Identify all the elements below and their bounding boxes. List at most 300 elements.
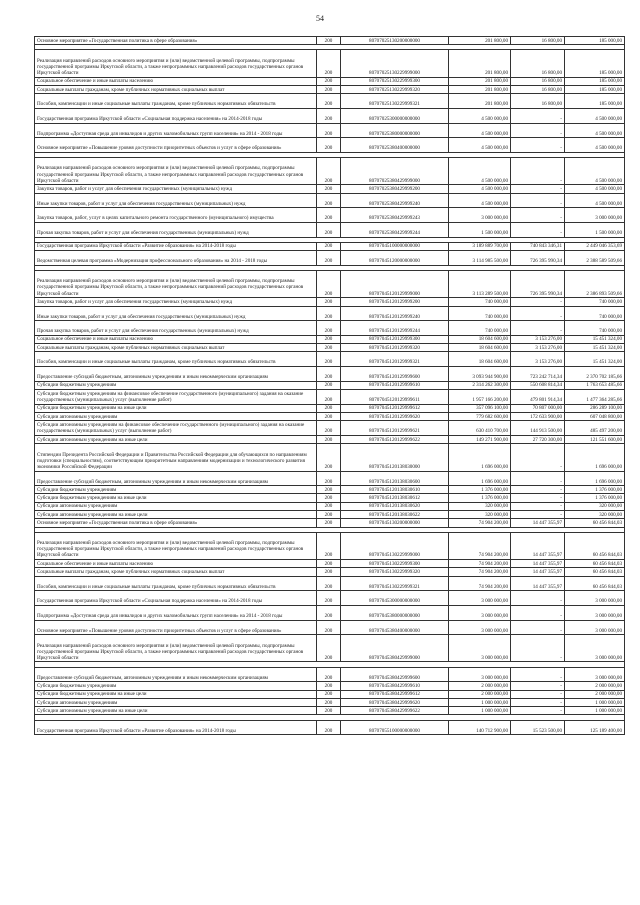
row-assigned-cell: 1 696 000,00 xyxy=(449,444,511,471)
row-assigned-cell: 3 000 000,00 xyxy=(449,605,511,620)
row-assigned-cell: 140 712 900,00 xyxy=(449,720,511,735)
row-csr-cell: 80707025130229999321 xyxy=(341,94,449,109)
row-assigned-cell: 74 904 200,00 xyxy=(449,568,511,576)
row-csr-cell: 80707045120129999321 xyxy=(341,352,449,367)
row-name-cell: Государственная программа Иркутской области «Социальная поддержка населения» на 2014-2018 годы xyxy=(35,591,317,606)
row-assigned-cell: 149 271 900,00 xyxy=(449,436,511,444)
row-code-cell: 200 xyxy=(317,208,341,223)
row-executed-cell: 3 153 276,00 xyxy=(511,344,565,352)
row-code-cell: 200 xyxy=(317,185,341,193)
table-row xyxy=(35,667,625,682)
row-name-cell: Предоставление субсидий бюджетным, автономным учреждениям и иным некоммерческим организациям xyxy=(35,367,317,382)
row-remaining-cell: 185 000,00 xyxy=(565,85,625,93)
row-csr-cell: 80707025380429999240 xyxy=(341,193,449,208)
row-name-cell: Субсидии бюджетным учреждениям xyxy=(35,486,317,494)
row-name-cell: Иные закупки товаров, работ и услуг для обеспечения государственных (муниципальных) нужд xyxy=(35,306,317,321)
row-executed-cell: - xyxy=(511,682,565,690)
row-assigned-cell: 1 696 000,00 xyxy=(449,471,511,486)
row-remaining-cell: 740 000,00 xyxy=(565,298,625,306)
row-code-cell: 200 xyxy=(317,344,341,352)
row-csr-cell: 80707025130229999300 xyxy=(341,77,449,85)
row-assigned-cell: 3 113 289 500,00 xyxy=(449,271,511,298)
row-name-cell: Субсидии автономным учреждениям на иные цели xyxy=(35,436,317,444)
row-remaining-cell: 740 000,00 xyxy=(565,306,625,321)
row-name-cell: Социальное обеспечение и иные выплаты населению xyxy=(35,77,317,85)
row-name-cell: Субсидии бюджетным учреждениям xyxy=(35,381,317,389)
row-remaining-cell: 4 500 000,00 xyxy=(565,108,625,123)
table-row xyxy=(35,251,625,266)
row-code-cell: 200 xyxy=(317,381,341,389)
row-code-cell: 200 xyxy=(317,620,341,635)
table-row xyxy=(35,635,625,662)
row-name-cell: Реализация направлений расходов основного мероприятия и (или) ведомственной целевой программы, подпрограммы государственной программы Иркутской области, а также непрограммных направлений расходов государственных органов Иркутской области xyxy=(35,635,317,662)
row-assigned-cell: 3 093 944 900,00 xyxy=(449,367,511,382)
table-row xyxy=(35,404,625,412)
row-csr-cell: 80707045120138030620 xyxy=(341,502,449,510)
row-executed-cell: 172 633 900,00 xyxy=(511,413,565,421)
row-executed-cell: - xyxy=(511,185,565,193)
row-csr-cell: 80707045120129999612 xyxy=(341,404,449,412)
row-code-cell: 200 xyxy=(317,502,341,510)
row-code-cell: 200 xyxy=(317,271,341,298)
row-code-cell: 200 xyxy=(317,352,341,367)
row-code-cell: 200 xyxy=(317,421,341,436)
table-row xyxy=(35,698,625,706)
row-code-cell: 200 xyxy=(317,298,341,306)
row-executed-cell: 14 447 355,97 xyxy=(511,532,565,559)
row-assigned-cell: 201 800,00 xyxy=(449,37,511,45)
row-code-cell: 200 xyxy=(317,635,341,662)
page-number: 54 xyxy=(316,14,324,23)
row-executed-cell: 70 807 000,00 xyxy=(511,404,565,412)
row-name-cell: Закупка товаров, работ и услуг для обеспечения государственных (муниципальных) нужд xyxy=(35,298,317,306)
row-executed-cell: 726 395 990,34 xyxy=(511,251,565,266)
row-executed-cell: - xyxy=(511,208,565,223)
row-assigned-cell: 2 000 000,00 xyxy=(449,682,511,690)
row-code-cell: 200 xyxy=(317,138,341,153)
row-executed-cell: - xyxy=(511,511,565,519)
row-code-cell: 200 xyxy=(317,50,341,77)
table-row xyxy=(35,138,625,153)
row-assigned-cell: 2 314 262 300,00 xyxy=(449,381,511,389)
row-name-cell: Стипендии Президента Российской Федерации и Правительства Российской Федерации для обучающихся по направлениям подготовки (специальностям), соответствующим приоритетным направлениям модернизации и технологического развития экономики Российской Федерации xyxy=(35,444,317,471)
row-csr-cell: 80707045120129999610 xyxy=(341,381,449,389)
row-csr-cell: 80707025380400000000 xyxy=(341,138,449,153)
row-csr-cell: 80707045380429999620 xyxy=(341,698,449,706)
row-name-cell: Подпрограмма «Доступная среда для инвалидов и других маломобильных групп населения» на 2014 - 2018 годы xyxy=(35,123,317,138)
row-executed-cell: 14 447 355,97 xyxy=(511,519,565,527)
row-csr-cell: 80707045120138030600 xyxy=(341,471,449,486)
row-assigned-cell: 3 000 000,00 xyxy=(449,591,511,606)
row-code-cell: 200 xyxy=(317,108,341,123)
row-executed-cell: 726 395 990,34 xyxy=(511,271,565,298)
table-row xyxy=(35,486,625,494)
row-name-cell: Реализация направлений расходов основного мероприятия и (или) ведомственной целевой программы, подпрограммы государственной программы Иркутской области, а также непрограммных направлений расходов государственных органов Иркутской области xyxy=(35,158,317,185)
row-assigned-cell: 320 000,00 xyxy=(449,502,511,510)
row-name-cell: Предоставление субсидий бюджетным, автономным учреждениям и иным некоммерческим организациям xyxy=(35,667,317,682)
row-csr-cell: 80707025130229999000 xyxy=(341,50,449,77)
row-executed-cell: 723 242 714,34 xyxy=(511,367,565,382)
row-remaining-cell: 2 000 000,00 xyxy=(565,682,625,690)
row-code-cell: 200 xyxy=(317,306,341,321)
table-row xyxy=(35,682,625,690)
row-name-cell: Иные закупки товаров, работ и услуг для обеспечения государственных (муниципальных) нужд xyxy=(35,193,317,208)
row-remaining-cell: 125 189 400,00 xyxy=(565,720,625,735)
row-csr-cell: 80707025300000000000 xyxy=(341,108,449,123)
table-row xyxy=(35,321,625,336)
row-executed-cell: - xyxy=(511,690,565,698)
row-executed-cell: 3 153 276,00 xyxy=(511,335,565,343)
row-assigned-cell: 3 000 000,00 xyxy=(449,635,511,662)
row-remaining-cell: 1 500 000,00 xyxy=(565,223,625,238)
row-assigned-cell: 1 376 000,00 xyxy=(449,486,511,494)
row-executed-cell: 479 801 914,34 xyxy=(511,390,565,405)
table-row xyxy=(35,421,625,436)
row-assigned-cell: 18 604 600,00 xyxy=(449,352,511,367)
row-remaining-cell: 1 000 000,00 xyxy=(565,707,625,715)
row-remaining-cell: 15 451 324,00 xyxy=(565,352,625,367)
row-executed-cell: 740 843 346,31 xyxy=(511,242,565,250)
row-csr-cell: 80707045120129999621 xyxy=(341,421,449,436)
row-remaining-cell: 15 451 324,00 xyxy=(565,344,625,352)
row-assigned-cell: 201 800,00 xyxy=(449,94,511,109)
row-remaining-cell: 3 000 000,00 xyxy=(565,208,625,223)
row-remaining-cell: 185 000,00 xyxy=(565,77,625,85)
row-code-cell: 200 xyxy=(317,576,341,591)
row-executed-cell: 14 447 355,97 xyxy=(511,559,565,567)
row-csr-cell: 80707045120129999000 xyxy=(341,271,449,298)
row-assigned-cell: 1 376 000,00 xyxy=(449,494,511,502)
row-csr-cell: 80707045120129999620 xyxy=(341,413,449,421)
row-assigned-cell: 320 000,00 xyxy=(449,511,511,519)
row-executed-cell: - xyxy=(511,486,565,494)
row-name-cell: Реализация направлений расходов основного мероприятия и (или) ведомственной целевой программы, подпрограммы государственной программы Иркутской области, а также непрограммных направлений расходов государственных органов Иркутской области xyxy=(35,532,317,559)
row-name-cell: Основное мероприятие «Государственная политика в сфере образования» xyxy=(35,37,317,45)
row-code-cell: 200 xyxy=(317,667,341,682)
row-code-cell: 200 xyxy=(317,444,341,471)
row-csr-cell: 80707045120129999600 xyxy=(341,367,449,382)
row-assigned-cell: 18 604 600,00 xyxy=(449,344,511,352)
row-csr-cell: 80707025130200000000 xyxy=(341,37,449,45)
row-remaining-cell: 2 388 589 509,66 xyxy=(565,251,625,266)
row-remaining-cell: 1 376 000,00 xyxy=(565,486,625,494)
row-code-cell: 200 xyxy=(317,367,341,382)
row-name-cell: Государственная программа Иркутской области «Развитие образования» на 2014-2018 годы xyxy=(35,720,317,735)
row-name-cell: Основное мероприятие «Повышение уровня доступности приоритетных объектов и услуг в сфере образования» xyxy=(35,620,317,635)
row-executed-cell: 16 800,00 xyxy=(511,77,565,85)
row-executed-cell: - xyxy=(511,502,565,510)
row-name-cell: Подпрограмма «Доступная среда для инвалидов и других маломобильных групп населения» на 2014 - 2018 годы xyxy=(35,605,317,620)
row-assigned-cell: 1 000 000,00 xyxy=(449,707,511,715)
row-name-cell: Социальное обеспечение и иные выплаты населению xyxy=(35,335,317,343)
row-csr-cell: 80707045380400000000 xyxy=(341,620,449,635)
table-row xyxy=(35,591,625,606)
row-remaining-cell: 2 386 893 509,66 xyxy=(565,271,625,298)
row-remaining-cell: 1 376 000,00 xyxy=(565,494,625,502)
row-assigned-cell: 3 000 000,00 xyxy=(449,208,511,223)
row-name-cell: Реализация направлений расходов основного мероприятия и (или) ведомственной целевой программы, подпрограммы государственной программы Иркутской области, а также непрограммных направлений расходов государственных органов Иркутской области xyxy=(35,271,317,298)
row-csr-cell: 80707025380000000000 xyxy=(341,123,449,138)
row-executed-cell: - xyxy=(511,223,565,238)
row-assigned-cell: 1 957 166 200,00 xyxy=(449,390,511,405)
row-remaining-cell: 740 000,00 xyxy=(565,321,625,336)
row-assigned-cell: 74 904 200,00 xyxy=(449,576,511,591)
row-executed-cell: - xyxy=(511,193,565,208)
row-remaining-cell: 485 497 200,00 xyxy=(565,421,625,436)
row-csr-cell: 80707045380429999612 xyxy=(341,690,449,698)
table-row xyxy=(35,559,625,567)
row-name-cell: Социальные выплаты гражданам, кроме публичных нормативных социальных выплат xyxy=(35,85,317,93)
row-assigned-cell: 74 904 200,00 xyxy=(449,559,511,567)
row-code-cell: 200 xyxy=(317,698,341,706)
row-name-cell: Субсидии бюджетным учреждениям на финансовое обеспечение государственного (муниципального) задания на оказание государственных (муниципальных) услуг (выполнение работ) xyxy=(35,390,317,405)
row-name-cell: Основное мероприятие «Государственная политика в сфере образования» xyxy=(35,519,317,527)
row-csr-cell: 80707045120138030610 xyxy=(341,486,449,494)
row-code-cell: 200 xyxy=(317,532,341,559)
row-assigned-cell: 779 682 600,00 xyxy=(449,413,511,421)
row-name-cell: Субсидии автономным учреждениям на финансовое обеспечение государственного (муниципального) задания на оказание государственных (муниципальных) услуг (выполнение работ) xyxy=(35,421,317,436)
row-code-cell: 200 xyxy=(317,707,341,715)
row-name-cell: Закупка товаров, работ, услуг в целях капитального ремонта государственного (муниципального) имущества xyxy=(35,208,317,223)
row-name-cell: Пособия, компенсации и иные социальные выплаты гражданам, кроме публичных нормативных обязательств xyxy=(35,94,317,109)
table-row xyxy=(35,471,625,486)
row-name-cell: Прочая закупка товаров, работ и услуг для обеспечения государственных (муниципальных) нужд xyxy=(35,223,317,238)
row-executed-cell: - xyxy=(511,620,565,635)
row-code-cell: 200 xyxy=(317,77,341,85)
row-remaining-cell: 1 763 653 485,66 xyxy=(565,381,625,389)
budget-table-body xyxy=(35,37,625,735)
table-row xyxy=(35,85,625,93)
row-executed-cell: - xyxy=(511,635,565,662)
row-name-cell: Закупка товаров, работ и услуг для обеспечения государственных (муниципальных) нужд xyxy=(35,185,317,193)
table-row xyxy=(35,208,625,223)
row-remaining-cell: 185 000,00 xyxy=(565,50,625,77)
row-executed-cell: - xyxy=(511,444,565,471)
row-code-cell: 200 xyxy=(317,559,341,567)
row-remaining-cell: 60 456 844,03 xyxy=(565,532,625,559)
row-code-cell: 200 xyxy=(317,591,341,606)
row-name-cell: Ведомственная целевая программа «Модернизация профессионального образования» на 2014 - 2018 годы xyxy=(35,251,317,266)
row-csr-cell: 80707025130229999320 xyxy=(341,85,449,93)
row-remaining-cell: 1 696 000,00 xyxy=(565,471,625,486)
row-csr-cell: 80707045380429999000 xyxy=(341,635,449,662)
row-name-cell: Социальные выплаты гражданам, кроме публичных нормативных социальных выплат xyxy=(35,344,317,352)
row-executed-cell: - xyxy=(511,123,565,138)
table-row xyxy=(35,605,625,620)
row-assigned-cell: 74 904 200,00 xyxy=(449,532,511,559)
row-csr-cell: 80707045380429999600 xyxy=(341,667,449,682)
row-remaining-cell: 3 000 000,00 xyxy=(565,667,625,682)
row-remaining-cell: 185 000,00 xyxy=(565,94,625,109)
row-remaining-cell: 1 477 364 285,66 xyxy=(565,390,625,405)
budget-table xyxy=(34,36,625,735)
row-name-cell: Субсидии автономным учреждениям xyxy=(35,502,317,510)
table-row xyxy=(35,306,625,321)
row-code-cell: 200 xyxy=(317,511,341,519)
row-name-cell: Государственная программа Иркутской области «Развитие образования» на 2014-2018 годы xyxy=(35,242,317,250)
row-name-cell: Социальные выплаты гражданам, кроме публичных нормативных социальных выплат xyxy=(35,568,317,576)
row-remaining-cell: 3 000 000,00 xyxy=(565,620,625,635)
row-remaining-cell: 2 370 702 185,66 xyxy=(565,367,625,382)
row-csr-cell: 80707045380429999610 xyxy=(341,682,449,690)
row-assigned-cell: 201 800,00 xyxy=(449,50,511,77)
row-executed-cell: 15 523 500,00 xyxy=(511,720,565,735)
row-code-cell: 200 xyxy=(317,321,341,336)
row-remaining-cell: 607 048 800,00 xyxy=(565,413,625,421)
row-csr-cell: 80707045380000000000 xyxy=(341,605,449,620)
row-name-cell: Пособия, компенсации и иные социальные выплаты гражданам, кроме публичных нормативных обязательств xyxy=(35,576,317,591)
row-remaining-cell: 1 000 000,00 xyxy=(565,698,625,706)
row-assigned-cell: 740 000,00 xyxy=(449,321,511,336)
row-remaining-cell: 4 500 000,00 xyxy=(565,138,625,153)
table-row xyxy=(35,352,625,367)
table-row xyxy=(35,50,625,77)
row-code-cell: 200 xyxy=(317,471,341,486)
row-csr-cell: 80707045130229999320 xyxy=(341,568,449,576)
table-row xyxy=(35,123,625,138)
row-assigned-cell: 630 410 700,00 xyxy=(449,421,511,436)
row-csr-cell: 80707045120000000000 xyxy=(341,251,449,266)
row-csr-cell: 80707045130229999000 xyxy=(341,532,449,559)
table-row xyxy=(35,390,625,405)
row-name-cell: Социальное обеспечение и иные выплаты населению xyxy=(35,559,317,567)
row-assigned-cell: 4 500 000,00 xyxy=(449,193,511,208)
row-name-cell: Субсидии автономным учреждениям на иные цели xyxy=(35,511,317,519)
table-row xyxy=(35,381,625,389)
table-row xyxy=(35,242,625,250)
row-assigned-cell: 740 000,00 xyxy=(449,306,511,321)
row-name-cell: Реализация направлений расходов основного мероприятия и (или) ведомственной целевой программы, подпрограммы государственной программы Иркутской области, а также непрограммных направлений расходов государственных органов Иркутской области xyxy=(35,50,317,77)
row-remaining-cell: 320 000,00 xyxy=(565,511,625,519)
row-executed-cell: - xyxy=(511,707,565,715)
row-name-cell: Основное мероприятие «Повышение уровня доступности приоритетных объектов и услуг в сфере образования» xyxy=(35,138,317,153)
row-csr-cell: 80707045120129999611 xyxy=(341,390,449,405)
row-assigned-cell: 740 000,00 xyxy=(449,298,511,306)
table-row xyxy=(35,568,625,576)
row-assigned-cell: 357 096 100,00 xyxy=(449,404,511,412)
row-csr-cell: 80707045130200000000 xyxy=(341,519,449,527)
row-executed-cell: - xyxy=(511,605,565,620)
row-code-cell: 200 xyxy=(317,251,341,266)
row-code-cell: 200 xyxy=(317,494,341,502)
table-row xyxy=(35,690,625,698)
row-csr-cell: 80707025380429999243 xyxy=(341,208,449,223)
row-executed-cell: - xyxy=(511,298,565,306)
row-name-cell: Прочая закупка товаров, работ и услуг для обеспечения государственных (муниципальных) нужд xyxy=(35,321,317,336)
budget-table-container xyxy=(34,36,624,735)
row-executed-cell: - xyxy=(511,494,565,502)
row-assigned-cell: 4 500 000,00 xyxy=(449,138,511,153)
row-name-cell: Субсидии бюджетным учреждениям на иные цели xyxy=(35,494,317,502)
row-assigned-cell: 1 500 000,00 xyxy=(449,223,511,238)
row-assigned-cell: 4 500 000,00 xyxy=(449,108,511,123)
row-code-cell: 200 xyxy=(317,486,341,494)
row-remaining-cell: 185 000,00 xyxy=(565,37,625,45)
row-csr-cell: 80707025380429999200 xyxy=(341,185,449,193)
row-assigned-cell: 4 500 000,00 xyxy=(449,185,511,193)
table-row xyxy=(35,108,625,123)
row-code-cell: 200 xyxy=(317,568,341,576)
row-remaining-cell: 60 456 844,03 xyxy=(565,559,625,567)
row-remaining-cell: 60 456 844,03 xyxy=(565,576,625,591)
row-assigned-cell: 1 000 000,00 xyxy=(449,698,511,706)
row-code-cell: 200 xyxy=(317,158,341,185)
row-csr-cell: 80707045380429999622 xyxy=(341,707,449,715)
row-name-cell: Субсидии автономным учреждениям xyxy=(35,413,317,421)
row-code-cell: 200 xyxy=(317,85,341,93)
row-assigned-cell: 3 189 889 700,00 xyxy=(449,242,511,250)
row-remaining-cell: 4 500 000,00 xyxy=(565,123,625,138)
table-row xyxy=(35,367,625,382)
row-csr-cell: 80707025380429999000 xyxy=(341,158,449,185)
row-assigned-cell: 201 800,00 xyxy=(449,85,511,93)
row-csr-cell: 80707045120129999320 xyxy=(341,344,449,352)
row-remaining-cell: 3 000 000,00 xyxy=(565,635,625,662)
row-executed-cell: 16 800,00 xyxy=(511,37,565,45)
row-assigned-cell: 3 000 000,00 xyxy=(449,667,511,682)
row-csr-cell: 80707045300000000000 xyxy=(341,591,449,606)
row-executed-cell: 16 800,00 xyxy=(511,94,565,109)
row-remaining-cell: 3 000 000,00 xyxy=(565,591,625,606)
row-remaining-cell: 4 500 000,00 xyxy=(565,158,625,185)
table-row xyxy=(35,494,625,502)
row-code-cell: 200 xyxy=(317,404,341,412)
row-code-cell: 200 xyxy=(317,94,341,109)
row-name-cell: Пособия, компенсации и иные социальные выплаты гражданам, кроме публичных нормативных обязательств xyxy=(35,352,317,367)
row-assigned-cell: 3 000 000,00 xyxy=(449,620,511,635)
row-csr-cell: 80707045120129999244 xyxy=(341,321,449,336)
row-code-cell: 200 xyxy=(317,720,341,735)
row-csr-cell: 80707045130229999300 xyxy=(341,559,449,567)
row-executed-cell: 3 153 276,00 xyxy=(511,352,565,367)
row-remaining-cell: 320 000,00 xyxy=(565,502,625,510)
table-row xyxy=(35,502,625,510)
table-row xyxy=(35,94,625,109)
table-row xyxy=(35,77,625,85)
row-code-cell: 200 xyxy=(317,193,341,208)
row-code-cell: 200 xyxy=(317,605,341,620)
row-name-cell: Субсидии автономным учреждениям на иные цели xyxy=(35,707,317,715)
table-row xyxy=(35,576,625,591)
row-csr-cell: 80707055100000000000 xyxy=(341,720,449,735)
row-assigned-cell: 4 500 000,00 xyxy=(449,158,511,185)
row-name-cell: Субсидии бюджетным учреждениям на иные цели xyxy=(35,404,317,412)
row-assigned-cell: 4 500 000,00 xyxy=(449,123,511,138)
row-name-cell: Государственная программа Иркутской области «Социальная поддержка населения» на 2014-2018 годы xyxy=(35,108,317,123)
row-name-cell: Субсидии автономным учреждениям xyxy=(35,698,317,706)
row-executed-cell: - xyxy=(511,138,565,153)
row-executed-cell: 27 720 300,00 xyxy=(511,436,565,444)
row-assigned-cell: 74 904 200,00 xyxy=(449,519,511,527)
row-name-cell: Субсидии бюджетным учреждениям на иные цели xyxy=(35,690,317,698)
row-code-cell: 200 xyxy=(317,436,341,444)
row-remaining-cell: 2 000 000,00 xyxy=(565,690,625,698)
table-row xyxy=(35,720,625,735)
table-row xyxy=(35,532,625,559)
row-csr-cell: 80707045120138030622 xyxy=(341,511,449,519)
row-csr-cell: 80707025380429999244 xyxy=(341,223,449,238)
table-row xyxy=(35,298,625,306)
row-executed-cell: 16 800,00 xyxy=(511,50,565,77)
row-executed-cell: 550 608 814,34 xyxy=(511,381,565,389)
row-executed-cell: 14 447 355,97 xyxy=(511,568,565,576)
row-executed-cell: 144 913 500,00 xyxy=(511,421,565,436)
row-remaining-cell: 4 500 000,00 xyxy=(565,193,625,208)
row-remaining-cell: 286 289 100,00 xyxy=(565,404,625,412)
row-executed-cell: - xyxy=(511,667,565,682)
table-row xyxy=(35,158,625,185)
table-row xyxy=(35,335,625,343)
